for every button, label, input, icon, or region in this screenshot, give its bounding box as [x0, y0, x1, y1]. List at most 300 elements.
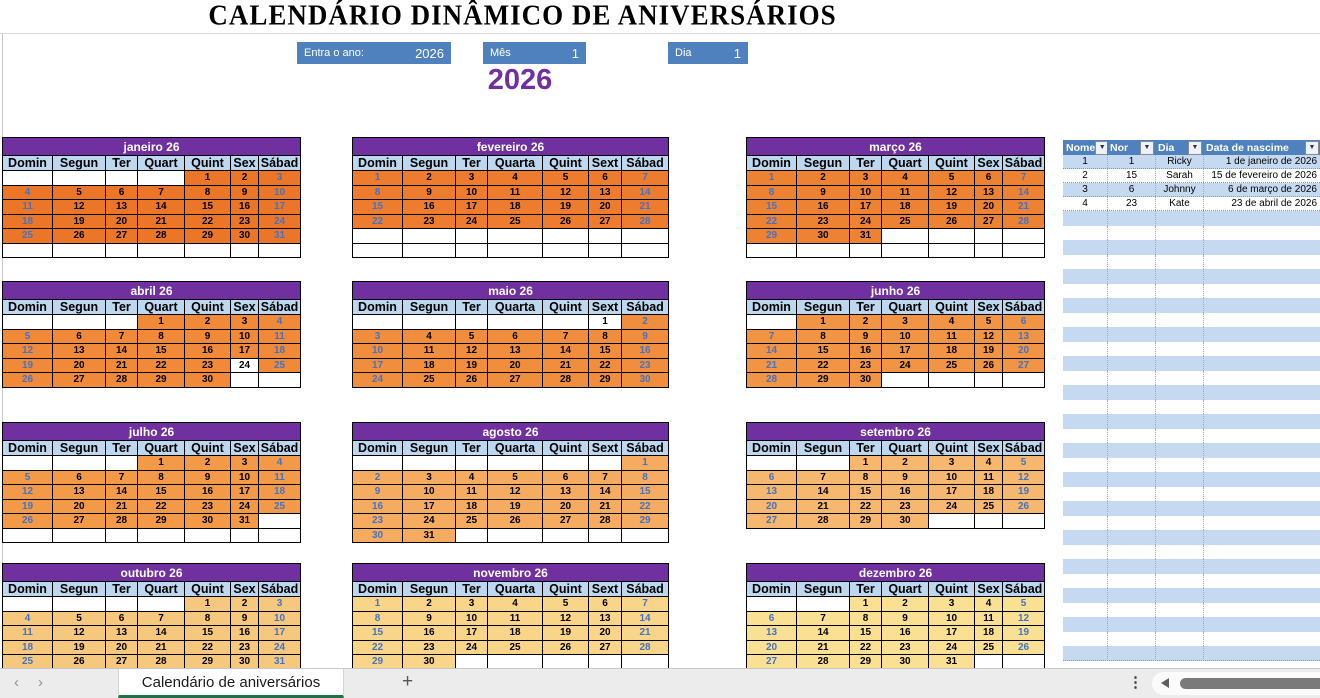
empty-cell[interactable] — [53, 171, 106, 186]
day-cell[interactable]: 12 — [488, 485, 543, 500]
table-cell[interactable] — [1063, 211, 1107, 226]
day-cell[interactable]: 14 — [747, 344, 797, 359]
table-cell[interactable] — [1107, 617, 1155, 632]
table-cell[interactable] — [1155, 284, 1203, 299]
day-cell[interactable]: 2 — [185, 315, 231, 330]
table-cell[interactable] — [1063, 255, 1107, 270]
day-cell[interactable]: 27 — [747, 514, 797, 529]
day-cell[interactable]: 5 — [456, 329, 488, 344]
day-cell[interactable]: 19 — [543, 200, 589, 215]
day-cell[interactable]: 2 — [353, 470, 403, 485]
day-cell[interactable]: 10 — [259, 611, 301, 626]
day-cell[interactable]: 12 — [543, 185, 589, 200]
day-cell[interactable]: 8 — [850, 611, 882, 626]
day-cell[interactable]: 24 — [850, 214, 882, 229]
table-cell[interactable] — [1107, 472, 1155, 487]
weekday-header[interactable]: Quint — [929, 441, 975, 456]
empty-cell[interactable] — [747, 597, 797, 612]
table-cell[interactable] — [1203, 487, 1320, 502]
table-cell[interactable] — [1155, 356, 1203, 371]
next-sheet-icon[interactable]: › — [38, 674, 43, 691]
weekday-header[interactable]: Domin — [353, 441, 403, 456]
day-cell[interactable]: 30 — [185, 373, 231, 388]
table-row[interactable] — [1063, 183, 1320, 197]
day-cell[interactable]: 26 — [543, 214, 589, 229]
day-cell[interactable]: 16 — [622, 344, 669, 359]
empty-table-row[interactable] — [1063, 342, 1320, 357]
day-cell[interactable]: 23 — [231, 214, 259, 229]
day-cell[interactable]: 10 — [850, 185, 882, 200]
column-header[interactable] — [1155, 140, 1203, 155]
day-cell[interactable]: 26 — [3, 514, 53, 529]
weekday-header[interactable]: Domin — [747, 582, 797, 597]
empty-cell[interactable] — [106, 315, 138, 330]
empty-cell[interactable] — [353, 315, 403, 330]
table-cell[interactable] — [1155, 443, 1203, 458]
day-cell[interactable]: 8 — [622, 470, 669, 485]
table-cell[interactable] — [1203, 588, 1320, 603]
day-cell[interactable]: 14 — [622, 611, 669, 626]
day-cell[interactable]: 4 — [259, 456, 301, 471]
day-cell[interactable]: 28 — [622, 214, 669, 229]
empty-cell[interactable] — [3, 597, 53, 612]
table-cell[interactable] — [1063, 545, 1107, 560]
table-cell[interactable] — [1203, 559, 1320, 574]
table-cell[interactable] — [1107, 385, 1155, 400]
empty-cell[interactable] — [259, 514, 301, 529]
day-cell[interactable]: 8 — [747, 185, 797, 200]
day-cell[interactable]: 26 — [3, 373, 53, 388]
day-cell[interactable]: 28 — [543, 373, 589, 388]
empty-cell[interactable] — [589, 456, 622, 471]
day-cell[interactable]: 25 — [456, 514, 488, 529]
table-cell[interactable]: 23 de abril de 2026 — [1203, 197, 1320, 210]
weekday-header[interactable]: Domin — [3, 156, 53, 171]
weekday-header[interactable]: Segun — [403, 582, 456, 597]
table-cell[interactable]: Sarah — [1155, 169, 1203, 182]
empty-cell[interactable] — [589, 243, 622, 258]
day-cell[interactable]: 7 — [622, 597, 669, 612]
day-cell[interactable]: 25 — [975, 640, 1003, 655]
empty-cell[interactable] — [456, 229, 488, 244]
empty-cell[interactable] — [53, 456, 106, 471]
table-cell[interactable] — [1063, 240, 1107, 255]
table-cell[interactable]: 6 — [1107, 183, 1155, 196]
day-cell[interactable]: 7 — [106, 470, 138, 485]
table-cell[interactable] — [1063, 501, 1107, 516]
day-cell[interactable]: 23 — [403, 640, 456, 655]
day-cell[interactable]: 10 — [403, 485, 456, 500]
day-cell[interactable]: 17 — [929, 626, 975, 641]
day-cell[interactable]: 26 — [53, 229, 106, 244]
table-cell[interactable] — [1203, 240, 1320, 255]
empty-cell[interactable] — [353, 456, 403, 471]
day-cell[interactable]: 8 — [850, 470, 882, 485]
table-cell[interactable] — [1155, 298, 1203, 313]
weekday-header[interactable]: Quint — [543, 582, 589, 597]
day-cell[interactable]: 14 — [622, 185, 669, 200]
empty-cell[interactable] — [53, 597, 106, 612]
table-cell[interactable]: 3 — [1082, 184, 1088, 195]
day-cell[interactable]: 17 — [850, 200, 882, 215]
table-cell[interactable] — [1063, 574, 1107, 589]
table-cell[interactable] — [1107, 646, 1155, 661]
day-cell[interactable]: 3 — [882, 315, 929, 330]
table-cell[interactable] — [1107, 458, 1155, 473]
empty-table-row[interactable] — [1063, 313, 1320, 328]
day-cell[interactable]: 13 — [488, 344, 543, 359]
filter-dropdown-button[interactable]: ▼ — [1188, 141, 1202, 155]
day-cell[interactable]: 13 — [53, 485, 106, 500]
day-cell[interactable]: 22 — [589, 358, 622, 373]
table-cell[interactable] — [1203, 646, 1320, 661]
day-cell[interactable]: 29 — [589, 373, 622, 388]
empty-cell[interactable] — [850, 243, 882, 258]
table-cell[interactable]: 1 — [1082, 156, 1088, 167]
day-cell[interactable]: 7 — [622, 171, 669, 186]
weekday-header[interactable]: Quart — [882, 156, 929, 171]
day-cell[interactable]: 9 — [185, 329, 231, 344]
day-cell[interactable]: 29 — [353, 655, 403, 670]
table-cell[interactable] — [1203, 574, 1320, 589]
weekday-header[interactable]: Segun — [53, 156, 106, 171]
day-cell[interactable]: 17 — [403, 499, 456, 514]
month-header[interactable]: maio 26 — [353, 282, 669, 300]
day-cell[interactable]: 1 — [747, 171, 797, 186]
weekday-header[interactable]: Quart — [138, 156, 185, 171]
day-cell[interactable]: 18 — [975, 485, 1003, 500]
empty-cell[interactable] — [589, 229, 622, 244]
table-cell[interactable] — [1155, 269, 1203, 284]
day-cell[interactable]: 10 — [353, 344, 403, 359]
day-cell[interactable]: 2 — [797, 171, 850, 186]
month-header[interactable]: janeiro 26 — [3, 138, 301, 156]
weekday-header[interactable]: Quarta — [488, 156, 543, 171]
day-cell[interactable]: 4 — [975, 597, 1003, 612]
day-cell[interactable]: 11 — [882, 185, 929, 200]
empty-cell[interactable] — [797, 243, 850, 258]
day-cell[interactable]: 2 — [231, 171, 259, 186]
day-cell[interactable]: 3 — [259, 597, 301, 612]
table-cell[interactable] — [1063, 603, 1107, 618]
table-cell[interactable] — [1203, 429, 1320, 444]
day-cell[interactable]: 4 — [929, 315, 975, 330]
scroll-left-icon[interactable] — [1161, 678, 1169, 688]
day-cell[interactable]: 1 — [138, 315, 185, 330]
weekday-header[interactable]: Domin — [353, 300, 403, 315]
day-cell[interactable]: 18 — [403, 358, 456, 373]
empty-cell[interactable] — [543, 528, 589, 543]
day-cell[interactable]: 26 — [975, 358, 1003, 373]
day-cell[interactable]: 13 — [589, 611, 622, 626]
filter-dropdown-button[interactable]: ▼ — [1140, 141, 1154, 155]
weekday-header[interactable]: Ter — [106, 582, 138, 597]
empty-cell[interactable] — [747, 315, 797, 330]
weekday-header[interactable]: Ter — [850, 300, 882, 315]
day-cell[interactable]: 17 — [456, 626, 488, 641]
day-cell[interactable]: 25 — [259, 499, 301, 514]
month-header[interactable]: abril 26 — [3, 282, 301, 300]
weekday-header[interactable]: Segun — [797, 300, 850, 315]
day-cell[interactable]: 10 — [882, 329, 929, 344]
table-cell[interactable]: 23 — [1107, 197, 1155, 210]
filter-dropdown-button[interactable]: ▼ — [1305, 141, 1319, 155]
table-cell[interactable] — [1107, 298, 1155, 313]
day-cell[interactable]: 12 — [975, 329, 1003, 344]
day-cell[interactable]: 14 — [797, 626, 850, 641]
day-cell[interactable]: 12 — [3, 344, 53, 359]
filter-dropdown-button[interactable]: ▼ — [1095, 141, 1107, 155]
empty-cell[interactable] — [456, 655, 488, 670]
table-cell[interactable] — [1155, 632, 1203, 647]
day-cell[interactable]: 28 — [589, 514, 622, 529]
month-input-box[interactable] — [483, 42, 586, 64]
weekday-header[interactable]: Ter — [850, 156, 882, 171]
table-cell[interactable] — [1203, 472, 1320, 487]
weekday-header[interactable]: Quint — [929, 300, 975, 315]
table-cell[interactable] — [1063, 298, 1107, 313]
day-cell[interactable]: 18 — [975, 626, 1003, 641]
empty-cell[interactable] — [622, 655, 669, 670]
empty-table-row[interactable] — [1063, 530, 1320, 545]
empty-cell[interactable] — [185, 243, 231, 258]
weekday-header[interactable]: Quint — [543, 156, 589, 171]
empty-cell[interactable] — [106, 597, 138, 612]
day-cell[interactable]: 21 — [622, 200, 669, 215]
day-cell[interactable]: 16 — [882, 485, 929, 500]
day-cell[interactable]: 29 — [185, 229, 231, 244]
table-cell[interactable]: 1 — [1107, 155, 1155, 168]
empty-cell[interactable] — [488, 456, 543, 471]
empty-cell[interactable] — [353, 243, 403, 258]
empty-cell[interactable] — [622, 243, 669, 258]
table-cell[interactable] — [1063, 284, 1107, 299]
day-cell[interactable]: 7 — [106, 329, 138, 344]
day-cell[interactable]: 19 — [53, 640, 106, 655]
day-cell[interactable]: 28 — [106, 373, 138, 388]
table-cell[interactable] — [1203, 603, 1320, 618]
day-cell[interactable]: 23 — [185, 358, 231, 373]
day-cell[interactable]: 20 — [1003, 344, 1045, 359]
day-cell[interactable]: 15 — [797, 344, 850, 359]
table-cell[interactable] — [1203, 211, 1320, 226]
day-cell[interactable]: 21 — [797, 499, 850, 514]
day-cell[interactable]: 17 — [353, 358, 403, 373]
weekday-header[interactable]: Quarta — [488, 300, 543, 315]
month-header[interactable]: junho 26 — [747, 282, 1045, 300]
day-cell[interactable]: 22 — [353, 640, 403, 655]
table-cell[interactable] — [1203, 443, 1320, 458]
day-cell[interactable]: 25 — [882, 214, 929, 229]
weekday-header[interactable]: Segun — [53, 300, 106, 315]
month-header[interactable]: outubro 26 — [3, 564, 301, 582]
empty-cell[interactable] — [456, 456, 488, 471]
table-cell[interactable] — [1203, 545, 1320, 560]
table-cell[interactable] — [1155, 255, 1203, 270]
day-cell[interactable]: 23 — [797, 214, 850, 229]
table-row[interactable] — [1063, 197, 1320, 211]
day-cell[interactable]: 7 — [589, 470, 622, 485]
table-cell[interactable]: Kate — [1155, 197, 1203, 210]
weekday-header[interactable]: Sábad — [622, 300, 669, 315]
weekday-header[interactable]: Sábad — [259, 441, 301, 456]
empty-cell[interactable] — [1003, 514, 1045, 529]
day-cell[interactable]: 6 — [1003, 315, 1045, 330]
day-cell[interactable]: 7 — [747, 329, 797, 344]
weekday-header[interactable]: Sábad — [622, 582, 669, 597]
empty-cell[interactable] — [543, 315, 589, 330]
day-cell[interactable]: 2 — [403, 597, 456, 612]
day-cell[interactable]: 3 — [929, 456, 975, 471]
day-cell[interactable]: 12 — [929, 185, 975, 200]
empty-cell[interactable] — [975, 243, 1003, 258]
empty-cell[interactable] — [259, 373, 301, 388]
table-cell[interactable] — [1203, 530, 1320, 545]
table-cell[interactable] — [1155, 371, 1203, 386]
day-cell[interactable]: 14 — [589, 485, 622, 500]
table-cell[interactable] — [1155, 646, 1203, 661]
day-cell[interactable]: 11 — [456, 485, 488, 500]
table-cell[interactable] — [1063, 226, 1107, 241]
day-cell[interactable]: 25 — [259, 358, 301, 373]
day-cell[interactable]: 25 — [403, 373, 456, 388]
day-cell[interactable]: 5 — [3, 329, 53, 344]
empty-table-row[interactable] — [1063, 211, 1320, 226]
table-cell[interactable] — [1107, 545, 1155, 560]
empty-cell[interactable] — [543, 243, 589, 258]
empty-cell[interactable] — [106, 243, 138, 258]
table-cell[interactable] — [1107, 327, 1155, 342]
weekday-header[interactable]: Quint — [185, 156, 231, 171]
day-cell[interactable]: 10 — [929, 470, 975, 485]
table-cell[interactable] — [1063, 559, 1107, 574]
day-cell[interactable]: 30 — [231, 229, 259, 244]
prev-sheet-icon[interactable]: ‹ — [14, 674, 19, 691]
empty-cell[interactable] — [3, 171, 53, 186]
day-cell[interactable]: 27 — [589, 214, 622, 229]
day-cell[interactable]: 23 — [185, 499, 231, 514]
day-cell[interactable]: 20 — [975, 200, 1003, 215]
day-cell[interactable]: 14 — [106, 485, 138, 500]
day-cell[interactable]: 23 — [622, 358, 669, 373]
table-cell[interactable] — [1155, 588, 1203, 603]
day-cell[interactable]: 21 — [589, 499, 622, 514]
day-cell[interactable]: 15 — [185, 626, 231, 641]
day-cell[interactable]: 9 — [231, 185, 259, 200]
empty-table-row[interactable] — [1063, 284, 1320, 299]
day-cell[interactable]: 20 — [589, 200, 622, 215]
table-cell[interactable] — [1203, 617, 1320, 632]
table-cell[interactable] — [1203, 342, 1320, 357]
day-cell[interactable]: 29 — [185, 655, 231, 670]
weekday-header[interactable]: Sábad — [259, 300, 301, 315]
table-cell[interactable] — [1107, 240, 1155, 255]
day-cell[interactable]: 16 — [185, 344, 231, 359]
day-cell[interactable]: 13 — [106, 626, 138, 641]
weekday-header[interactable]: Ter — [106, 441, 138, 456]
empty-cell[interactable] — [622, 528, 669, 543]
day-cell[interactable]: 9 — [850, 329, 882, 344]
weekday-header[interactable]: Sext — [589, 441, 622, 456]
weekday-header[interactable]: Sábad — [622, 441, 669, 456]
table-cell[interactable] — [1107, 487, 1155, 502]
table-cell[interactable] — [1155, 385, 1203, 400]
empty-cell[interactable] — [929, 243, 975, 258]
table-cell[interactable] — [1063, 646, 1107, 661]
day-cell[interactable]: 20 — [53, 358, 106, 373]
day-cell[interactable]: 1 — [185, 171, 231, 186]
day-cell[interactable]: 21 — [543, 358, 589, 373]
day-cell[interactable]: 1 — [850, 456, 882, 471]
table-cell[interactable] — [1203, 255, 1320, 270]
table-cell[interactable] — [1063, 429, 1107, 444]
day-cell[interactable]: 29 — [850, 655, 882, 670]
day-cell[interactable]: 22 — [850, 640, 882, 655]
day-cell[interactable]: 27 — [106, 229, 138, 244]
weekday-header[interactable]: Ter — [456, 300, 488, 315]
weekday-header[interactable]: Segun — [797, 156, 850, 171]
day-cell[interactable]: 25 — [975, 499, 1003, 514]
day-cell[interactable]: 26 — [456, 373, 488, 388]
day-cell[interactable]: 4 — [259, 315, 301, 330]
empty-cell[interactable] — [3, 528, 53, 543]
day-cell[interactable]: 20 — [106, 214, 138, 229]
empty-cell[interactable] — [456, 528, 488, 543]
weekday-header[interactable]: Ter — [456, 156, 488, 171]
month-header[interactable]: novembro 26 — [353, 564, 669, 582]
day-cell[interactable]: 19 — [3, 358, 53, 373]
day-cell[interactable]: 12 — [1003, 611, 1045, 626]
day-cell[interactable]: 8 — [353, 185, 403, 200]
weekday-header[interactable]: Sext — [589, 582, 622, 597]
day-cell[interactable]: 14 — [138, 200, 185, 215]
weekday-header[interactable]: Domin — [3, 582, 53, 597]
empty-cell[interactable] — [3, 243, 53, 258]
day-cell[interactable]: 5 — [3, 470, 53, 485]
day-cell[interactable]: 26 — [488, 514, 543, 529]
table-cell[interactable] — [1203, 298, 1320, 313]
table-cell[interactable] — [1155, 603, 1203, 618]
empty-cell[interactable] — [543, 229, 589, 244]
table-cell[interactable] — [1063, 617, 1107, 632]
table-cell[interactable] — [1203, 356, 1320, 371]
table-cell[interactable] — [1063, 400, 1107, 415]
empty-table-row[interactable] — [1063, 501, 1320, 516]
empty-cell[interactable] — [259, 528, 301, 543]
table-cell[interactable] — [1063, 371, 1107, 386]
table-cell[interactable] — [1063, 327, 1107, 342]
day-cell[interactable]: 24 — [231, 358, 259, 373]
empty-cell[interactable] — [882, 243, 929, 258]
table-cell[interactable] — [1107, 226, 1155, 241]
day-cell[interactable]: 19 — [53, 214, 106, 229]
table-cell[interactable] — [1155, 559, 1203, 574]
table-cell[interactable] — [1203, 284, 1320, 299]
table-cell[interactable] — [1107, 356, 1155, 371]
empty-table-row[interactable] — [1063, 269, 1320, 284]
day-cell[interactable]: 16 — [403, 626, 456, 641]
empty-table-row[interactable] — [1063, 632, 1320, 647]
day-cell[interactable]: 10 — [456, 611, 488, 626]
day-cell[interactable]: 22 — [850, 499, 882, 514]
table-cell[interactable] — [1155, 240, 1203, 255]
weekday-header[interactable]: Ter — [850, 582, 882, 597]
day-cell[interactable]: 6 — [106, 185, 138, 200]
day-cell[interactable]: 13 — [543, 485, 589, 500]
day-cell[interactable]: 5 — [543, 171, 589, 186]
day-cell[interactable]: 15 — [622, 485, 669, 500]
day-cell[interactable]: 9 — [353, 485, 403, 500]
